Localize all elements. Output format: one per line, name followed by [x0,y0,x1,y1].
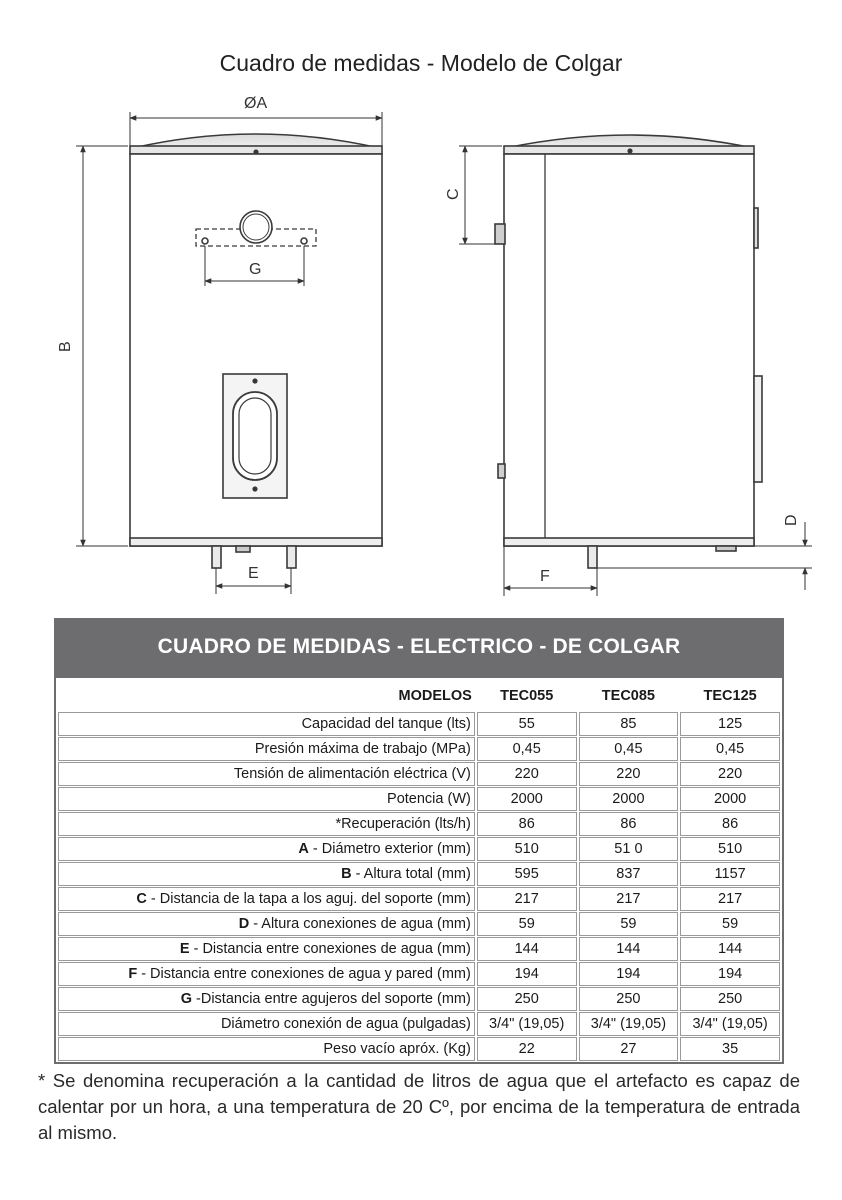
row-label-text: - Altura total (mm) [351,866,471,882]
row-label-text: -Distancia entre agujeros del soporte (mm) [192,991,471,1007]
table-cell: 194 [579,962,679,986]
dim-label-f: F [540,568,550,585]
table-row [58,762,780,786]
table-cell: 55 [477,712,577,736]
row-label [58,837,475,861]
table-cell: 144 [579,937,679,961]
table-cell: 250 [680,987,780,1011]
table-cell: 1157 [680,862,780,886]
table-cell: 194 [477,962,577,986]
table-cell: 0,45 [477,737,577,761]
table-cell: 3/4" (19,05) [477,1012,577,1036]
row-label [58,937,475,961]
specs-table-heading: CUADRO DE MEDIDAS - ELECTRICO - DE COLGAR [157,635,681,658]
row-label-text: Presión máxima de trabajo (MPa) [254,741,471,757]
table-cell: 86 [579,812,679,836]
dim-label-g: G [249,261,262,278]
table-row [58,787,780,811]
row-label-text: Capacidad del tanque (lts) [301,716,471,732]
table-row [58,912,780,936]
table-row [58,712,780,736]
table-header-row [58,681,780,711]
row-label-text: Potencia (W) [387,791,471,807]
table-row [58,837,780,861]
row-label [58,862,475,886]
table-row [58,937,780,961]
row-label [58,962,475,986]
footnote: * Se denomina recuperación a la cantidad de litros de agua que el artefacto es capaz de calentar por un hora, a una temperatura de 20 Cº, por encima de la temperatura de entrada al mismo. [38,1070,800,1143]
table-cell: 22 [477,1037,577,1061]
column-header-tec085: TEC085 [601,688,655,704]
table-row [58,812,780,836]
table-cell: 2000 [680,787,780,811]
table-cell: 250 [477,987,577,1011]
row-label [58,737,475,761]
table-cell: 220 [477,762,577,786]
row-label-text: Peso vacío apróx. (Kg) [323,1041,471,1057]
row-label [58,912,475,936]
table-cell: 2000 [477,787,577,811]
table-cell: 194 [680,962,780,986]
row-label-text: - Distancia entre conexiones de agua y pared (mm) [137,966,471,982]
row-label-text: - Altura conexiones de agua (mm) [249,916,471,932]
row-label [58,887,475,911]
row-label [58,712,475,736]
table-cell: 51 0 [579,837,679,861]
row-label-text: Diámetro conexión de agua (pulgadas) [220,1016,471,1032]
specs-table [56,680,782,1062]
table-cell: 125 [680,712,780,736]
column-header-modelos: MODELOS [398,688,472,704]
row-label-text: - Distancia entre conexiones de agua (mm) [189,941,471,957]
table-cell: 3/4" (19,05) [579,1012,679,1036]
row-label-text: - Distancia de la tapa a los aguj. del soporte (mm) [146,891,471,907]
table-cell: 217 [680,887,780,911]
table-row [58,887,780,911]
side-view [495,135,762,568]
row-label [58,1012,475,1036]
table-cell: 220 [579,762,679,786]
table-cell: 35 [680,1037,780,1061]
table-cell: 144 [680,937,780,961]
table-cell: 59 [579,912,679,936]
table-cell: 2000 [579,787,679,811]
table-row [58,862,780,886]
table-cell: 220 [680,762,780,786]
table-cell: 837 [579,862,679,886]
front-view [130,134,382,568]
row-label [58,787,475,811]
dimension-key: A [298,841,309,857]
dimension-key: C [136,891,147,907]
table-cell: 595 [477,862,577,886]
column-header-tec055: TEC055 [500,688,554,704]
table-row [58,1012,780,1036]
table-cell: 144 [477,937,577,961]
dimension-key: G [180,991,192,1007]
table-cell: 27 [579,1037,679,1061]
dim-label-e: E [248,565,259,582]
column-header-tec125: TEC125 [703,688,757,704]
table-cell: 59 [477,912,577,936]
table-cell: 250 [579,987,679,1011]
dim-label-c: C [445,188,462,200]
table-cell: 86 [477,812,577,836]
dim-label-a: ØA [244,95,268,112]
row-label-text: - Diámetro exterior (mm) [308,841,471,857]
row-label [58,762,475,786]
table-row [58,737,780,761]
table-cell: 217 [579,887,679,911]
table-cell: 3/4" (19,05) [680,1012,780,1036]
row-label [58,1037,475,1061]
row-label-text: Tensión de alimentación eléctrica (V) [233,766,471,782]
table-cell: 86 [680,812,780,836]
table-cell: 510 [680,837,780,861]
dimension-key: F [128,966,138,982]
dim-label-b: B [57,341,74,352]
row-label [58,987,475,1011]
table-row [58,987,780,1011]
dimension-key: B [341,866,352,882]
table-cell: 510 [477,837,577,861]
table-cell: 217 [477,887,577,911]
table-row [58,962,780,986]
table-cell: 85 [579,712,679,736]
table-cell: 0,45 [579,737,679,761]
table-row [58,1037,780,1061]
row-label [58,812,475,836]
table-cell: 59 [680,912,780,936]
dimension-key: D [238,916,250,932]
specs-table-panel [54,618,784,1064]
table-cell: 0,45 [680,737,780,761]
row-label-text: *Recuperación (lts/h) [335,816,471,832]
dimension-key: E [179,941,190,957]
dim-label-d: D [783,514,800,526]
page-title: Cuadro de medidas - Modelo de Colgar [219,50,623,76]
